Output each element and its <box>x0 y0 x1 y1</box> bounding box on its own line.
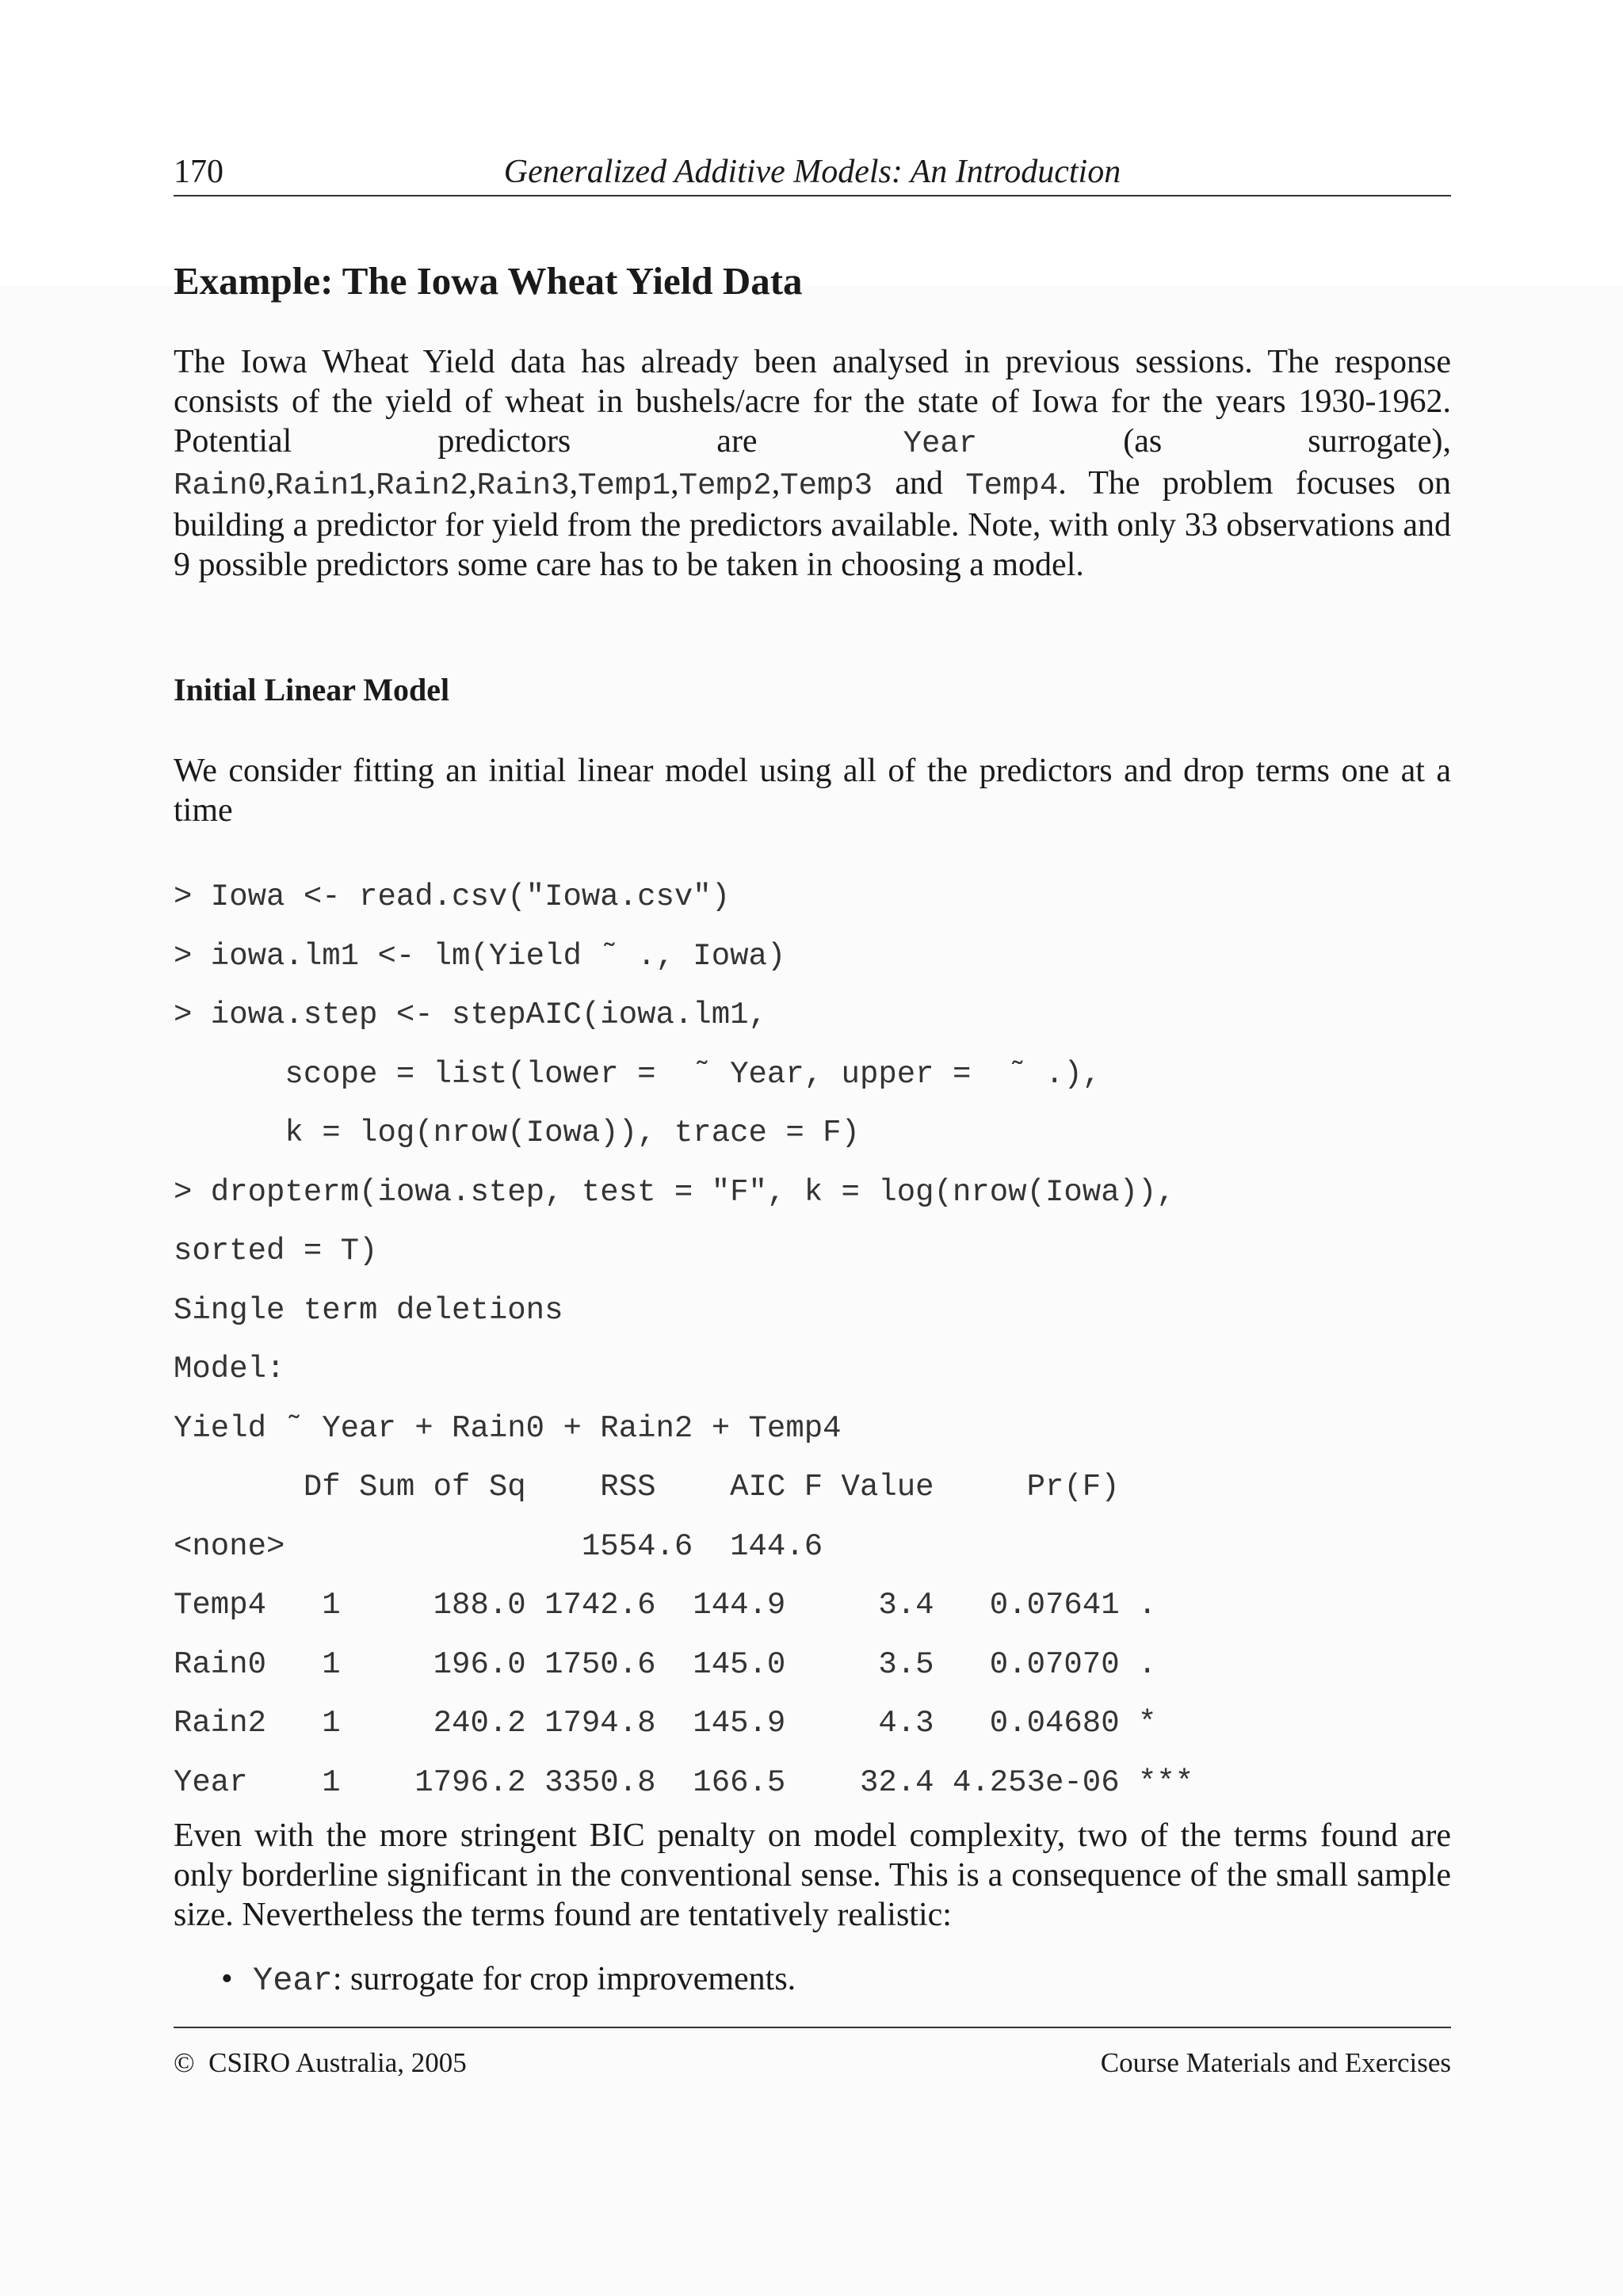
output-line: Model: <box>174 1352 285 1386</box>
book-title: Generalized Additive Models: An Introduction <box>503 154 1121 190</box>
code-line: k = log(nrow(Iowa)), trace = F) <box>174 1116 860 1150</box>
after-paragraph-block <box>174 1816 1451 1935</box>
intro-text-2: (as surrogate), <box>977 423 1451 460</box>
output-table-header: Df Sum of Sq RSS AIC F Value Pr(F) <box>174 1470 1120 1505</box>
code-temp3: Temp3 <box>780 468 873 503</box>
code-rain1: Rain1 <box>274 468 368 503</box>
intro-paragraph <box>174 342 1451 585</box>
after-paragraph: Even with the more stringent BIC penalty on model complexity, two of the terms found are only borderline significant in the conventional sense. This is a consequence of the small sample size. Nevertheless the terms found are tentatively realistic: <box>174 1817 1451 1933</box>
bullet-list <box>174 1955 1451 2004</box>
bullet-icon: • <box>221 1961 233 1997</box>
footer-right: Course Materials and Exercises <box>1100 2047 1451 2078</box>
code-line: > dropterm(iowa.step, test = "F", k = log(nrow(Iowa)), <box>174 1174 1175 1210</box>
output-line: Single term deletions <box>174 1292 563 1328</box>
output-line: Yield ˜ Year + Rain0 + Rain2 + Temp4 <box>174 1410 842 1446</box>
comma: , <box>670 465 679 502</box>
section-title: Example: The Iowa Wheat Yield Data <box>174 259 803 303</box>
comma: , <box>771 465 781 502</box>
lead-paragraph-block <box>174 751 1451 830</box>
lead-paragraph: We consider fitting an initial linear model using all of the predictors and drop terms one at a time <box>174 753 1451 829</box>
footer-copyright-text: CSIRO Australia, 2005 <box>208 2047 467 2078</box>
intro-text-4: . The problem focuses on building a predictor for yield from the predictors available. Note, with only 33 observations and 9 possible predictors some care has to be taken in choosing a model. <box>174 465 1451 583</box>
code-year: Year <box>253 1962 333 2000</box>
comma: , <box>367 465 376 502</box>
code-line: scope = list(lower = ˜ Year, upper = ˜ .), <box>174 1056 1102 1092</box>
intro-text-3: and <box>873 465 966 502</box>
code-temp4: Temp4 <box>965 468 1059 503</box>
code-rain2: Rain2 <box>376 468 469 503</box>
comma: , <box>266 465 275 502</box>
code-line: > iowa.lm1 <- lm(Yield ˜ ., Iowa) <box>174 938 786 974</box>
running-head <box>174 149 1451 196</box>
comma: , <box>569 465 579 502</box>
code-temp2: Temp2 <box>678 468 772 503</box>
page-footer <box>174 2027 1451 2098</box>
bullet-text: : surrogate for crop improvements. <box>332 1961 796 1997</box>
code-year: Year <box>903 426 978 461</box>
footer-left <box>174 2028 467 2098</box>
code-temp1: Temp1 <box>578 468 671 503</box>
page-number: 170 <box>174 154 223 190</box>
code-rain3: Rain3 <box>476 468 570 503</box>
code-line: > Iowa <- read.csv("Iowa.csv") <box>174 879 731 914</box>
subsection-title: Initial Linear Model <box>174 672 450 707</box>
code-rain0: Rain0 <box>174 468 267 503</box>
output-table-row: Year 1 1796.2 3350.8 166.5 32.4 4.253e-06 *** <box>174 1764 1194 1800</box>
list-item <box>174 1955 1451 2004</box>
output-table-row: Rain0 1 196.0 1750.6 145.0 3.5 0.07070 . <box>174 1646 1157 1682</box>
code-line: sorted = T) <box>174 1234 378 1268</box>
code-line: > iowa.step <- stepAIC(iowa.lm1, <box>174 997 767 1032</box>
output-table-row: <none> 1554.6 144.6 <box>174 1528 823 1564</box>
copyright-icon: © <box>174 2047 195 2078</box>
output-table-row: Rain2 1 240.2 1794.8 145.9 4.3 0.04680 * <box>174 1706 1157 1741</box>
output-table-row: Temp4 1 188.0 1742.6 144.9 3.4 0.07641 . <box>174 1588 1157 1623</box>
comma: , <box>468 465 477 502</box>
intro-paragraph-block <box>174 342 1451 585</box>
intro-text-1: The Iowa Wheat Yield data has already been analysed in previous sessions. The response consists of the yield of wheat in bushels/acre for the state of Iowa for the years 1930-1962. Potential predictors are <box>174 344 1451 460</box>
r-code-block <box>174 868 1481 1812</box>
